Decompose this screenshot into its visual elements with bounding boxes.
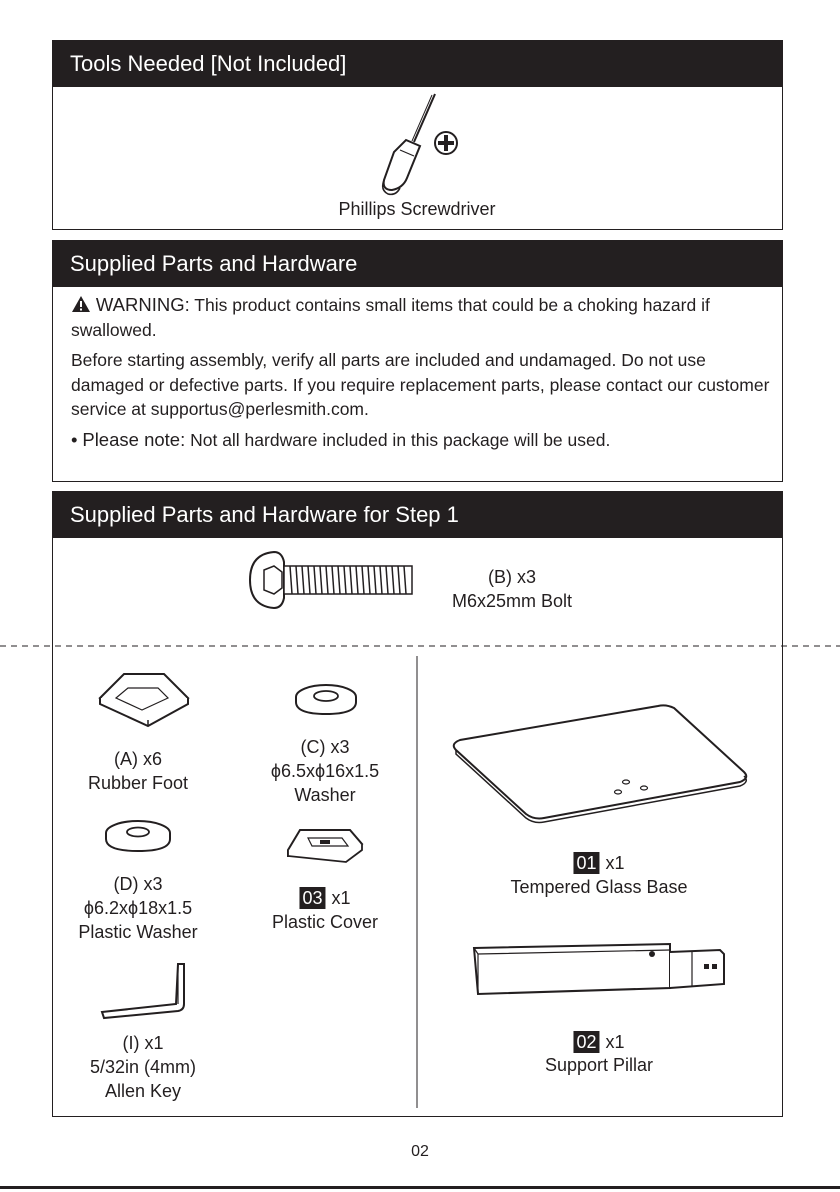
- note-paragraph: [71, 428, 771, 453]
- allen-key-qty: (I) x1: [122, 1033, 164, 1053]
- washer-name: Washer: [294, 785, 356, 805]
- glass-base-qty: x1: [605, 853, 625, 873]
- rubber-foot-name: Rubber Foot: [87, 773, 189, 793]
- rubber-foot-icon: [98, 670, 190, 726]
- allen-key-icon: [98, 960, 190, 1020]
- part-number-badge: 03: [299, 887, 325, 909]
- screwdriver-label: Phillips Screwdriver: [338, 199, 496, 219]
- bolt-name: M6x25mm Bolt: [451, 591, 573, 611]
- plastic-cover-icon: [286, 826, 364, 864]
- plastic-washer-qty: (D) x3: [113, 874, 163, 894]
- tools-header: Tools Needed [Not Included]: [53, 41, 782, 87]
- allen-key-name: Allen Key: [104, 1081, 182, 1101]
- vertical-divider: [416, 656, 418, 1108]
- phillips-head-icon: [433, 130, 459, 156]
- plastic-washer-name: Plastic Washer: [78, 922, 198, 942]
- support-pillar-qty-line: [573, 1030, 624, 1054]
- washer-spec: ϕ6.5xϕ16x1.5: [270, 761, 380, 781]
- supplied-header: Supplied Parts and Hardware: [53, 241, 782, 287]
- bottom-rule: [0, 1186, 840, 1189]
- glass-base-icon: [448, 704, 754, 826]
- glass-base-name: Tempered Glass Base: [510, 877, 688, 897]
- part-number-badge: 01: [573, 852, 599, 874]
- washer-icon: [294, 682, 358, 716]
- warning-icon: [71, 295, 91, 313]
- rubber-foot-qty: (A) x6: [113, 749, 163, 769]
- plastic-washer-spec: ϕ6.2xϕ18x1.5: [83, 898, 193, 918]
- plastic-cover-qty-line: [299, 886, 350, 910]
- plastic-cover-name: Plastic Cover: [271, 912, 379, 932]
- glass-base-qty-line: [573, 851, 624, 875]
- support-pillar-icon: [470, 940, 728, 1002]
- bolt-qty: (B) x3: [487, 567, 537, 587]
- allen-key-size: 5/32in (4mm): [89, 1057, 197, 1077]
- plastic-washer-icon: [104, 818, 172, 854]
- support-pillar-qty: x1: [605, 1032, 625, 1052]
- part-number-badge: 02: [573, 1031, 599, 1053]
- support-pillar-name: Support Pillar: [544, 1055, 654, 1075]
- note-label: Please note:: [82, 429, 186, 450]
- note-text: Not all hardware included in this package will be used.: [190, 430, 611, 450]
- warning-text: This product contains small items that could be a choking hazard if swallowed.: [71, 295, 710, 340]
- dashed-divider: [0, 645, 840, 647]
- page-number: 02: [411, 1143, 429, 1160]
- note-bullet: •: [71, 429, 78, 450]
- supplied-section: [52, 240, 783, 482]
- verify-paragraph: Before starting assembly, verify all parts are included and undamaged. Do not use damaged or defective parts. If you require replacement parts, please contact our customer service at supportus@perlesmith.com.: [71, 350, 770, 419]
- step1-header: Supplied Parts and Hardware for Step 1: [53, 492, 782, 538]
- plastic-cover-qty: x1: [331, 888, 351, 908]
- washer-qty: (C) x3: [300, 737, 350, 757]
- warning-label: WARNING:: [95, 294, 190, 315]
- screwdriver-icon: [370, 92, 440, 197]
- bolt-icon: [246, 548, 416, 612]
- warning-paragraph: [71, 293, 771, 342]
